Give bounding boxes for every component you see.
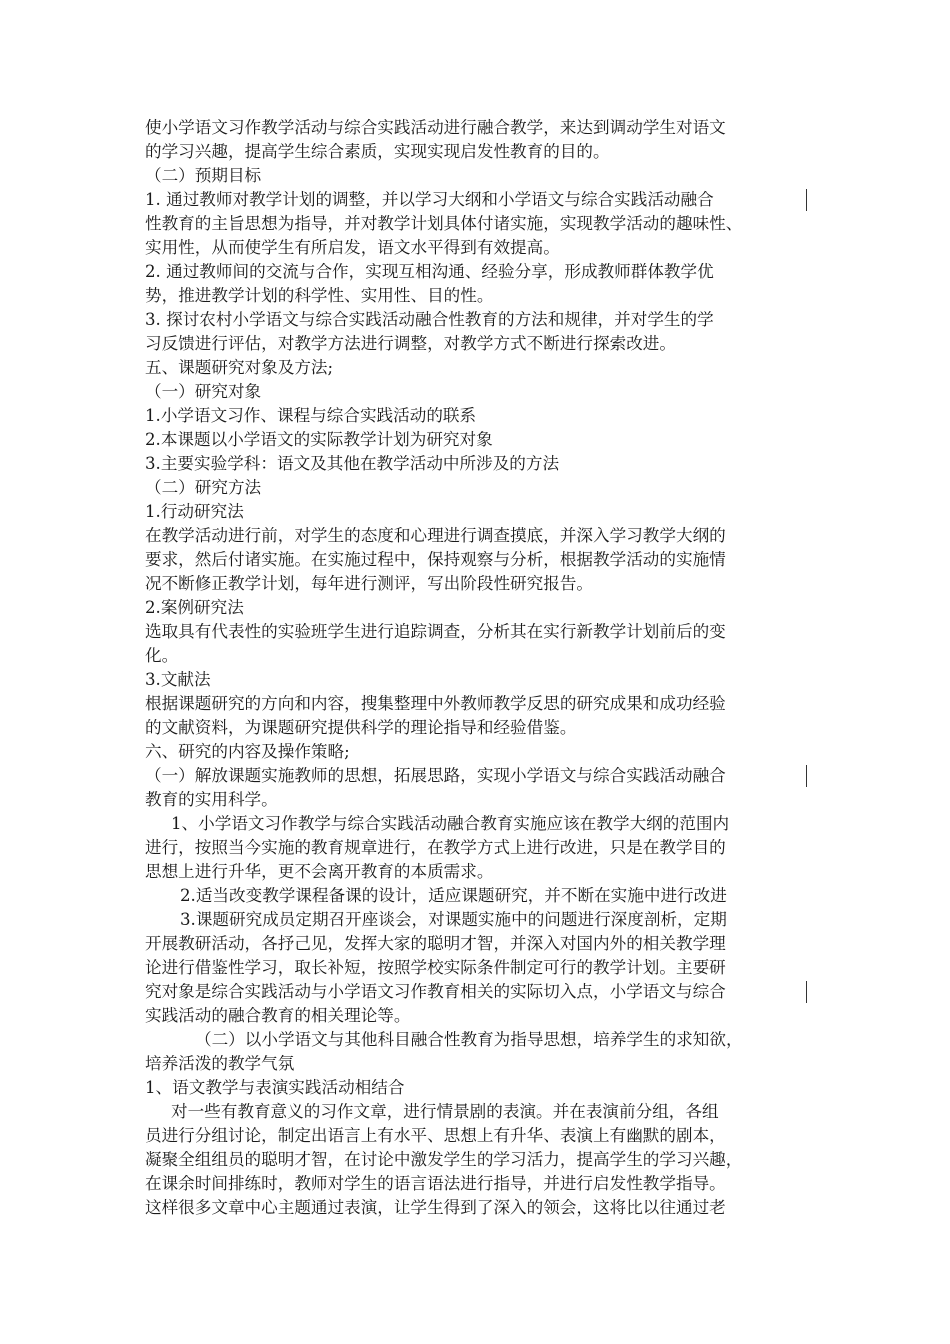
text-line: 员进行分组讨论，制定出语言上有水平、思想上有升华、表演上有幽默的剧本， xyxy=(145,1126,726,1145)
text-line: 进行，按照当今实施的教育规章进行，在教学方式上进行改进，只是在教学目的 xyxy=(145,838,726,857)
text-line: 3.课题研究成员定期召开座谈会，对课题实施中的问题进行深度剖析，定期 xyxy=(180,910,727,929)
text-line: 对一些有教育意义的习作文章，进行情景剧的表演。并在表演前分组，各组 xyxy=(171,1102,719,1121)
text-line: 在教学活动进行前，对学生的态度和心理进行调查摸底，并深入学习教学大纲的 xyxy=(145,526,726,545)
section-heading: 2.案例研究法 xyxy=(145,598,244,617)
text-line: 实践活动的融合教育的相关理论等。 xyxy=(145,1006,411,1025)
text-line: 开展教研活动，各抒己见，发挥大家的聪明才智，并深入对国内外的相关教学理 xyxy=(145,934,726,953)
text-line: 使小学语文习作教学活动与综合实践活动进行融合教学，来达到调动学生对语文 xyxy=(145,118,726,137)
text-line: 凝聚全组组员的聪明才智，在讨论中激发学生的学习活力，提高学生的学习兴趣， xyxy=(145,1150,743,1169)
margin-bar xyxy=(806,765,807,787)
text-line: 1. 通过教师对教学计划的调整，并以学习大纲和小学语文与综合实践活动融合 xyxy=(145,190,714,209)
text-line: 教育的实用科学。 xyxy=(145,790,278,809)
section-heading: （一）研究对象 xyxy=(145,382,262,401)
text-line: 3.主要实验学科：语文及其他在教学活动中所涉及的方法 xyxy=(145,454,560,473)
text-line: （一）解放课题实施教师的思想，拓展思路，实现小学语文与综合实践活动融合 xyxy=(145,766,726,785)
text-line: 的文献资料，为课题研究提供科学的理论指导和经验借鉴。 xyxy=(145,718,577,737)
section-heading: （二）研究方法 xyxy=(145,478,262,497)
text-line: 2.本课题以小学语文的实际教学计划为研究对象 xyxy=(145,430,493,449)
text-line: 选取具有代表性的实验班学生进行追踪调查，分析其在实行新教学计划前后的变 xyxy=(145,622,726,641)
text-line: 3. 探讨农村小学语文与综合实践活动融合性教育的方法和规律，并对学生的学 xyxy=(145,310,714,329)
section-heading: 六、研究的内容及操作策略; xyxy=(145,742,350,761)
text-line: 在课余时间排练时，教师对学生的语言语法进行指导，并进行启发性教学指导。 xyxy=(145,1174,726,1193)
section-heading: 1.行动研究法 xyxy=(145,502,244,521)
section-heading: 培养活泼的教学气氛 xyxy=(145,1054,295,1073)
section-heading: （二）预期目标 xyxy=(145,166,262,185)
text-line: 实用性，从而使学生有所启发，语文水平得到有效提高。 xyxy=(145,238,560,257)
text-line: 化。 xyxy=(145,646,179,665)
section-heading: 五、课题研究对象及方法; xyxy=(145,358,334,377)
text-line: 的学习兴趣，提高学生综合素质，实现实现启发性教育的目的。 xyxy=(145,142,610,161)
text-line: 1.小学语文习作、课程与综合实践活动的联系 xyxy=(145,406,477,425)
text-line: 势，推进教学计划的科学性、实用性、目的性。 xyxy=(145,286,494,305)
section-heading: （二）以小学语文与其他科目融合性教育为指导思想，培养学生的求知欲， xyxy=(195,1030,743,1049)
text-line: 论进行借鉴性学习，取长补短，按照学校实际条件制定可行的教学计划。主要研 xyxy=(145,958,726,977)
text-line: 性教育的主旨思想为指导，并对教学计划具体付诸实施，实现教学活动的趣味性、 xyxy=(145,214,743,233)
text-line: 要求，然后付诸实施。在实施过程中，保持观察与分析，根据教学活动的实施情 xyxy=(145,550,726,569)
text-line: 习反馈进行评估，对教学方法进行调整，对教学方式不断进行探索改进。 xyxy=(145,334,676,353)
text-line: 根据课题研究的方向和内容，搜集整理中外教师教学反思的研究成果和成功经验 xyxy=(145,694,726,713)
margin-bar xyxy=(806,189,807,211)
section-heading: 1、语文教学与表演实践活动相结合 xyxy=(145,1078,405,1097)
section-heading: 3.文献法 xyxy=(145,670,211,689)
text-line: 这样很多文章中心主题通过表演，让学生得到了深入的领会，这将比以往通过老 xyxy=(145,1198,726,1217)
text-line: 况不断修正教学计划，每年进行测评，写出阶段性研究报告。 xyxy=(145,574,594,593)
margin-bar xyxy=(806,981,807,1003)
text-line: 1、小学语文习作教学与综合实践活动融合教育实施应该在教学大纲的范围内 xyxy=(171,814,730,833)
text-line: 究对象是综合实践活动与小学语文习作教育相关的实际切入点，小学语文与综合 xyxy=(145,982,726,1001)
text-line: 2. 通过教师间的交流与合作，实现互相沟通、经验分享，形成教师群体教学优 xyxy=(145,262,714,281)
text-line: 思想上进行升华，更不会离开教育的本质需求。 xyxy=(145,862,494,881)
text-line: 2.适当改变教学课程备课的设计，适应课题研究，并不断在实施中进行改进 xyxy=(180,886,727,905)
